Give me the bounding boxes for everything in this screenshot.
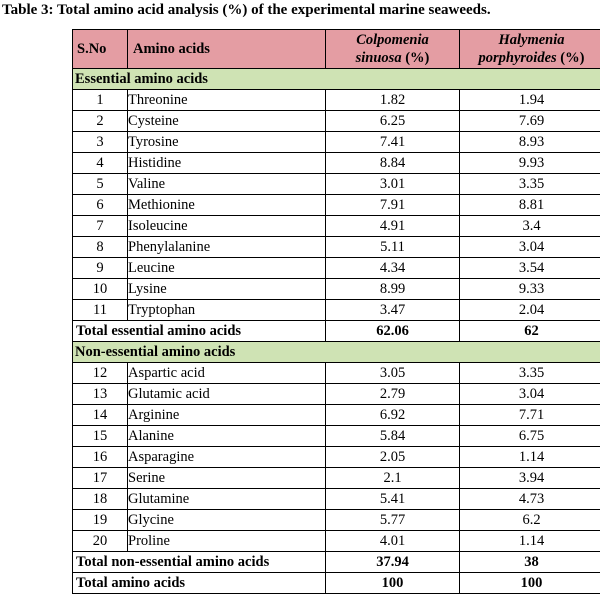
row-amino-acid: Glutamic acid bbox=[128, 384, 326, 405]
row-amino-acid: Tryptophan bbox=[128, 300, 326, 321]
total-all-row bbox=[73, 573, 600, 594]
row-colpomenia-value: 4.34 bbox=[326, 258, 460, 279]
header-amino-acids: Amino acids bbox=[128, 30, 326, 69]
row-halymenia-value: 7.71 bbox=[460, 405, 600, 426]
row-colpomenia-value: 1.82 bbox=[326, 90, 460, 111]
row-number: 1 bbox=[73, 90, 128, 111]
table-row bbox=[73, 237, 600, 258]
section-nonessential-label: Non-essential amino acids bbox=[73, 342, 600, 363]
row-amino-acid: Proline bbox=[128, 531, 326, 552]
total-nonessential-label: Total non-essential amino acids bbox=[73, 552, 326, 573]
row-number: 8 bbox=[73, 237, 128, 258]
row-halymenia-value: 2.04 bbox=[460, 300, 600, 321]
total-all-colpomenia: 100 bbox=[326, 573, 460, 594]
header-colpomenia bbox=[326, 30, 460, 69]
table-row bbox=[73, 132, 600, 153]
section-essential-label: Essential amino acids bbox=[73, 69, 600, 90]
row-halymenia-value: 3.35 bbox=[460, 363, 600, 384]
table-header-row bbox=[73, 30, 600, 69]
row-colpomenia-value: 8.84 bbox=[326, 153, 460, 174]
row-amino-acid: Histidine bbox=[128, 153, 326, 174]
row-number: 6 bbox=[73, 195, 128, 216]
row-number: 17 bbox=[73, 468, 128, 489]
row-colpomenia-value: 3.01 bbox=[326, 174, 460, 195]
total-essential-label: Total essential amino acids bbox=[73, 321, 326, 342]
table-row bbox=[73, 426, 600, 447]
table-row bbox=[73, 489, 600, 510]
table-row bbox=[73, 384, 600, 405]
row-halymenia-value: 3.35 bbox=[460, 174, 600, 195]
row-halymenia-value: 9.33 bbox=[460, 279, 600, 300]
header-colpomenia-unit: (%) bbox=[405, 50, 430, 66]
total-essential-halymenia: 62 bbox=[460, 321, 600, 342]
row-colpomenia-value: 4.01 bbox=[326, 531, 460, 552]
row-halymenia-value: 1.14 bbox=[460, 531, 600, 552]
row-number: 10 bbox=[73, 279, 128, 300]
row-amino-acid: Valine bbox=[128, 174, 326, 195]
total-all-label: Total amino acids bbox=[73, 573, 326, 594]
row-amino-acid: Tyrosine bbox=[128, 132, 326, 153]
total-nonessential-halymenia: 38 bbox=[460, 552, 600, 573]
row-number: 20 bbox=[73, 531, 128, 552]
row-amino-acid: Methionine bbox=[128, 195, 326, 216]
row-colpomenia-value: 5.77 bbox=[326, 510, 460, 531]
row-amino-acid: Alanine bbox=[128, 426, 326, 447]
row-halymenia-value: 3.94 bbox=[460, 468, 600, 489]
row-number: 19 bbox=[73, 510, 128, 531]
header-colpomenia-line1: Colpomenia bbox=[356, 32, 429, 48]
row-halymenia-value: 3.04 bbox=[460, 237, 600, 258]
row-halymenia-value: 1.14 bbox=[460, 447, 600, 468]
row-colpomenia-value: 3.47 bbox=[326, 300, 460, 321]
row-colpomenia-value: 2.1 bbox=[326, 468, 460, 489]
row-colpomenia-value: 6.92 bbox=[326, 405, 460, 426]
row-colpomenia-value: 4.91 bbox=[326, 216, 460, 237]
row-amino-acid: Glycine bbox=[128, 510, 326, 531]
section-nonessential bbox=[73, 342, 600, 363]
row-number: 13 bbox=[73, 384, 128, 405]
table-row bbox=[73, 216, 600, 237]
row-colpomenia-value: 8.99 bbox=[326, 279, 460, 300]
total-essential-row bbox=[73, 321, 600, 342]
table-row bbox=[73, 468, 600, 489]
row-number: 12 bbox=[73, 363, 128, 384]
table-row bbox=[73, 195, 600, 216]
row-amino-acid: Aspartic acid bbox=[128, 363, 326, 384]
row-halymenia-value: 3.54 bbox=[460, 258, 600, 279]
table-row bbox=[73, 447, 600, 468]
total-all-halymenia: 100 bbox=[460, 573, 600, 594]
row-halymenia-value: 1.94 bbox=[460, 90, 600, 111]
table-row bbox=[73, 153, 600, 174]
row-amino-acid: Leucine bbox=[128, 258, 326, 279]
row-amino-acid: Threonine bbox=[128, 90, 326, 111]
table-body bbox=[73, 69, 600, 594]
row-amino-acid: Arginine bbox=[128, 405, 326, 426]
table-row bbox=[73, 300, 600, 321]
row-number: 15 bbox=[73, 426, 128, 447]
table-row bbox=[73, 174, 600, 195]
total-nonessential-colpomenia: 37.94 bbox=[326, 552, 460, 573]
row-number: 7 bbox=[73, 216, 128, 237]
row-halymenia-value: 8.81 bbox=[460, 195, 600, 216]
row-halymenia-value: 3.04 bbox=[460, 384, 600, 405]
header-halymenia-line2: porphyroides bbox=[478, 50, 557, 66]
table-row bbox=[73, 111, 600, 132]
total-essential-colpomenia: 62.06 bbox=[326, 321, 460, 342]
header-halymenia bbox=[460, 30, 600, 69]
row-number: 9 bbox=[73, 258, 128, 279]
row-halymenia-value: 3.4 bbox=[460, 216, 600, 237]
total-nonessential-row bbox=[73, 552, 600, 573]
row-amino-acid: Phenylalanine bbox=[128, 237, 326, 258]
table-row bbox=[73, 531, 600, 552]
row-number: 3 bbox=[73, 132, 128, 153]
table-row bbox=[73, 405, 600, 426]
row-halymenia-value: 7.69 bbox=[460, 111, 600, 132]
row-colpomenia-value: 7.41 bbox=[326, 132, 460, 153]
row-halymenia-value: 6.75 bbox=[460, 426, 600, 447]
table-row bbox=[73, 90, 600, 111]
amino-acid-table bbox=[72, 29, 600, 594]
row-colpomenia-value: 2.05 bbox=[326, 447, 460, 468]
row-colpomenia-value: 5.84 bbox=[326, 426, 460, 447]
section-essential bbox=[73, 69, 600, 90]
row-colpomenia-value: 6.25 bbox=[326, 111, 460, 132]
row-number: 2 bbox=[73, 111, 128, 132]
row-number: 5 bbox=[73, 174, 128, 195]
row-halymenia-value: 8.93 bbox=[460, 132, 600, 153]
row-amino-acid: Serine bbox=[128, 468, 326, 489]
row-number: 18 bbox=[73, 489, 128, 510]
row-number: 4 bbox=[73, 153, 128, 174]
row-number: 14 bbox=[73, 405, 128, 426]
row-number: 16 bbox=[73, 447, 128, 468]
header-halymenia-unit: (%) bbox=[560, 50, 585, 66]
row-halymenia-value: 9.93 bbox=[460, 153, 600, 174]
row-colpomenia-value: 7.91 bbox=[326, 195, 460, 216]
row-colpomenia-value: 2.79 bbox=[326, 384, 460, 405]
row-colpomenia-value: 5.11 bbox=[326, 237, 460, 258]
row-amino-acid: Isoleucine bbox=[128, 216, 326, 237]
table-caption: Table 3: Total amino acid analysis (%) of the experimental marine seaweeds. bbox=[2, 2, 491, 18]
row-halymenia-value: 4.73 bbox=[460, 489, 600, 510]
header-halymenia-line1: Halymenia bbox=[498, 32, 565, 48]
row-amino-acid: Asparagine bbox=[128, 447, 326, 468]
row-number: 11 bbox=[73, 300, 128, 321]
row-amino-acid: Cysteine bbox=[128, 111, 326, 132]
table-row bbox=[73, 363, 600, 384]
row-colpomenia-value: 5.41 bbox=[326, 489, 460, 510]
table-row bbox=[73, 258, 600, 279]
row-halymenia-value: 6.2 bbox=[460, 510, 600, 531]
table-row bbox=[73, 510, 600, 531]
row-amino-acid: Lysine bbox=[128, 279, 326, 300]
header-sno: S.No bbox=[73, 30, 128, 69]
table-row bbox=[73, 279, 600, 300]
row-amino-acid: Glutamine bbox=[128, 489, 326, 510]
header-colpomenia-line2: sinuosa bbox=[355, 50, 402, 66]
row-colpomenia-value: 3.05 bbox=[326, 363, 460, 384]
